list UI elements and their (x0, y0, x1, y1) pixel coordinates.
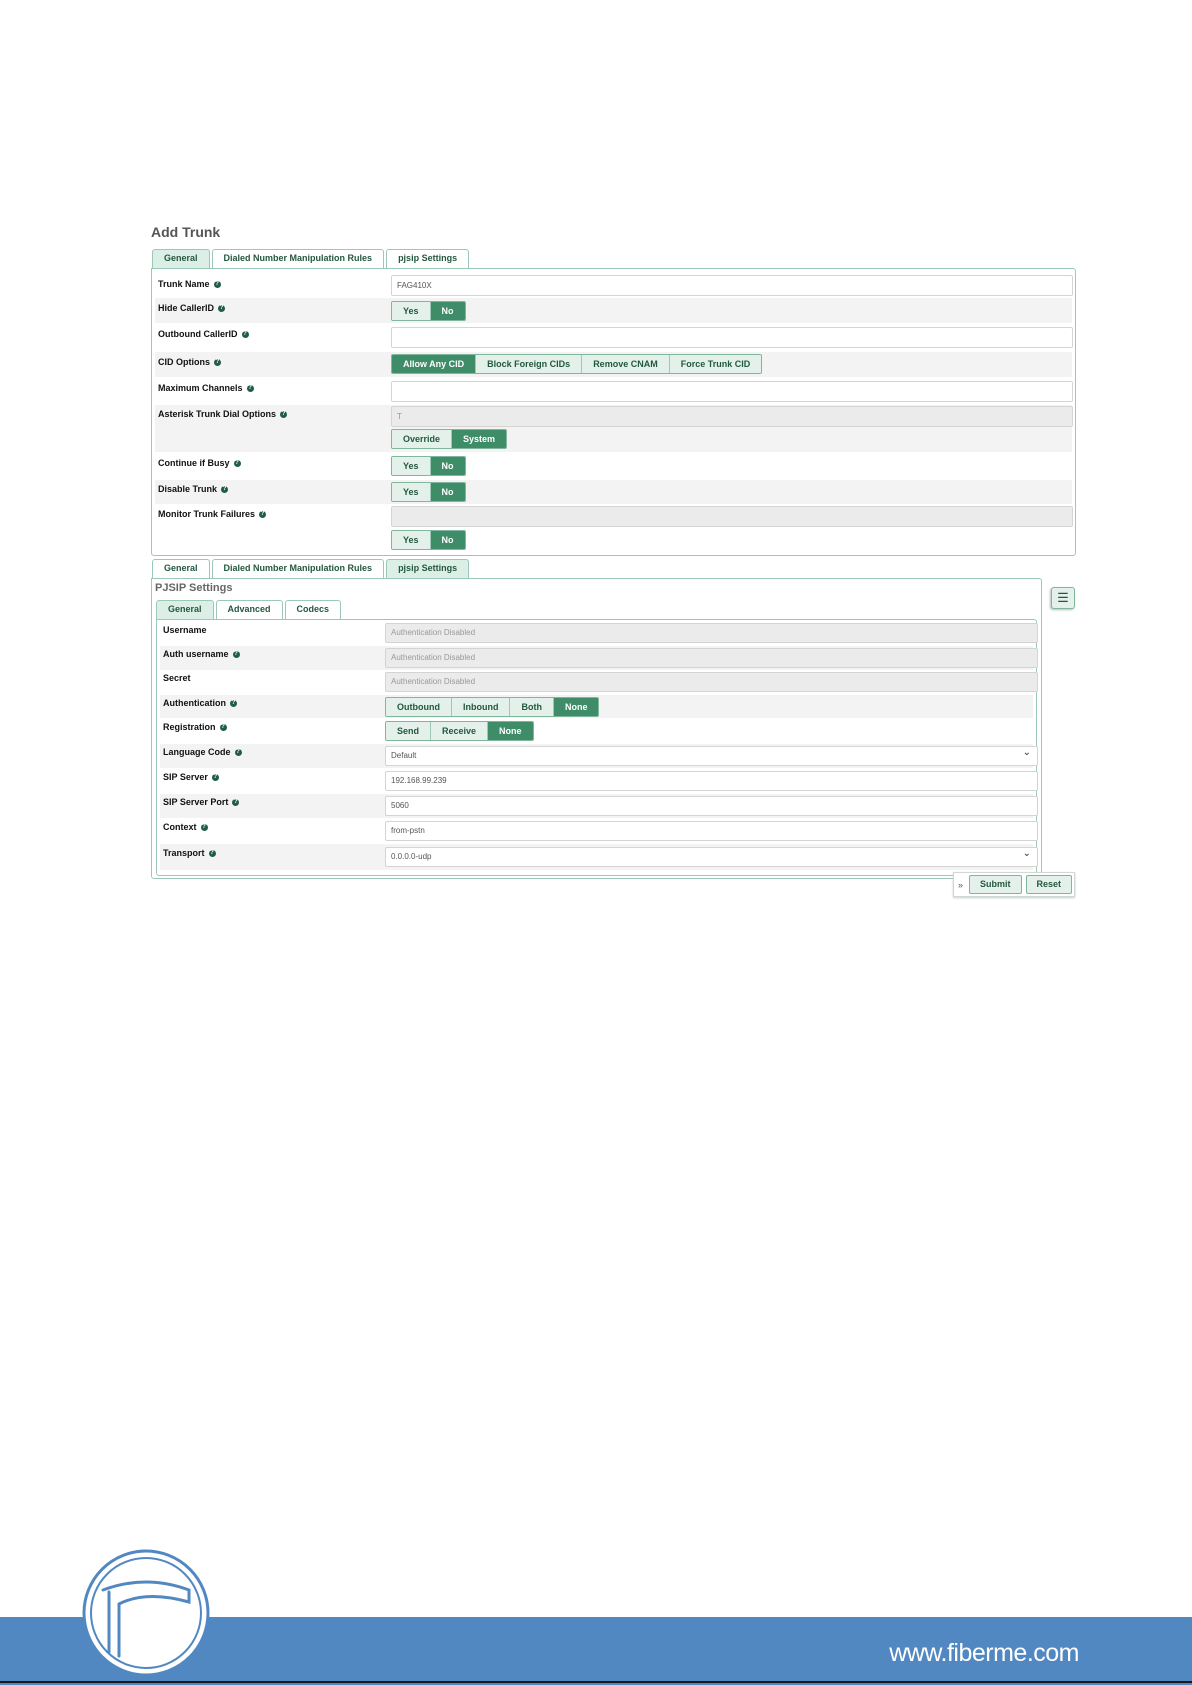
help-icon[interactable]: ? (215, 358, 220, 365)
footer-url: www.fiberme.com (889, 1639, 1079, 1667)
pjsip-panel (151, 578, 1042, 879)
dial-options-system[interactable]: System (452, 430, 506, 448)
help-icon[interactable]: ? (202, 823, 206, 830)
help-icon[interactable]: ? (219, 304, 224, 311)
transport-select[interactable]: 0.0.0.0-udp ⌄ (385, 847, 1038, 867)
authentication-label: Authentication ? (163, 698, 236, 708)
dial-options-row (155, 405, 1072, 452)
help-icon[interactable]: ? (281, 410, 286, 417)
reg-send[interactable]: Send (386, 722, 431, 740)
monitor-failures-no[interactable]: No (431, 531, 465, 549)
auth-username-row (160, 646, 1033, 670)
help-icon[interactable]: ? (243, 330, 247, 337)
sip-server-label: SIP Server ? (163, 772, 218, 782)
help-icon[interactable]: ? (231, 699, 236, 706)
tab-pjsip-settings[interactable]: pjsip Settings (386, 249, 469, 268)
secret-label: Secret (163, 673, 191, 683)
help-icon[interactable]: ? (213, 773, 218, 780)
continue-busy-label: Continue if Busy ? (158, 458, 239, 468)
hide-callerid-yes[interactable]: Yes (392, 302, 431, 320)
pjsip-heading: PJSIP Settings (155, 582, 233, 594)
dial-options-override[interactable]: Override (392, 430, 452, 448)
sip-server-row (160, 769, 1033, 793)
username-label: Username (163, 625, 207, 635)
hide-callerid-row (155, 298, 1072, 323)
trunk-name-input[interactable]: FAG410X (391, 275, 1073, 296)
outbound-callerid-label: Outbound CallerID ? (158, 329, 247, 339)
cid-options-row (155, 352, 1072, 377)
context-label: Context ? (163, 822, 206, 832)
context-input[interactable]: from-pstn (385, 821, 1038, 841)
max-channels-label: Maximum Channels ? (158, 383, 252, 393)
secret-input[interactable]: Authentication Disabled (385, 672, 1038, 692)
auth-both[interactable]: Both (510, 698, 554, 716)
outbound-callerid-input[interactable] (391, 327, 1073, 348)
max-channels-row (155, 379, 1072, 403)
reset-button[interactable]: Reset (1026, 875, 1073, 894)
cid-force-trunk[interactable]: Force Trunk CID (670, 355, 762, 373)
dial-options-input[interactable]: T (391, 406, 1073, 427)
disable-trunk-label: Disable Trunk ? (158, 484, 227, 494)
cid-allow-any[interactable]: Allow Any CID (392, 355, 476, 373)
monitor-failures-row (155, 505, 1072, 553)
subtab-general[interactable]: General (156, 600, 214, 619)
language-code-select[interactable]: Default ⌄ (385, 746, 1038, 766)
help-icon[interactable]: ? (235, 459, 239, 466)
cid-options-toggle (391, 354, 762, 374)
action-bar (953, 872, 1075, 897)
registration-row (160, 719, 1033, 743)
reg-none[interactable]: None (488, 722, 533, 740)
secret-row (160, 670, 1033, 694)
max-channels-input[interactable] (391, 381, 1073, 402)
cid-options-label: CID Options ? (158, 357, 220, 367)
submit-button[interactable]: Submit (969, 875, 1022, 894)
outbound-callerid-row (155, 325, 1072, 349)
disable-trunk-no[interactable]: No (431, 483, 465, 501)
help-icon[interactable]: ? (215, 280, 219, 287)
authentication-row (160, 695, 1033, 718)
dial-options-toggle (391, 429, 507, 449)
pjsip-subtabs (156, 600, 341, 619)
auth-username-input[interactable]: Authentication Disabled (385, 648, 1038, 668)
dial-options-label: Asterisk Trunk Dial Options ? (158, 409, 286, 419)
cid-block-foreign[interactable]: Block Foreign CIDs (476, 355, 582, 373)
help-icon[interactable]: ? (221, 723, 225, 730)
trunk-name-label: Trunk Name ? (158, 279, 219, 289)
top-tabbar (152, 249, 469, 268)
help-icon[interactable]: ? (234, 798, 238, 805)
sip-server-input[interactable]: 192.168.99.239 (385, 771, 1038, 791)
help-icon[interactable]: ? (236, 748, 240, 755)
tab-dialed-number-rules[interactable]: Dialed Number Manipulation Rules (212, 249, 385, 268)
continue-busy-row (155, 453, 1072, 478)
pjsip-tabbar (152, 559, 469, 578)
help-icon[interactable]: ? (210, 849, 214, 856)
disable-trunk-row (155, 480, 1072, 504)
cid-remove-cnam[interactable]: Remove CNAM (582, 355, 670, 373)
pjsip-inner (156, 619, 1037, 876)
username-input[interactable]: Authentication Disabled (385, 623, 1038, 643)
subtab-advanced[interactable]: Advanced (216, 600, 283, 619)
help-icon[interactable]: ? (234, 650, 238, 657)
tab-general-2[interactable]: General (152, 559, 210, 578)
page-title: Add Trunk (151, 224, 221, 240)
auth-none[interactable]: None (554, 698, 599, 716)
help-icon[interactable]: ? (222, 485, 227, 492)
continue-busy-no[interactable]: No (431, 457, 465, 475)
sip-port-row (160, 794, 1033, 818)
help-icon[interactable]: ? (260, 510, 265, 517)
tab-pjsip-settings-2[interactable]: pjsip Settings (386, 559, 469, 578)
hide-callerid-no[interactable]: No (431, 302, 465, 320)
monitor-failures-label: Monitor Trunk Failures ? (158, 509, 265, 519)
context-row (160, 819, 1033, 843)
expand-icon[interactable]: » (958, 879, 964, 890)
tab-general[interactable]: General (152, 249, 210, 268)
subtab-codecs[interactable]: Codecs (285, 600, 342, 619)
continue-busy-yes[interactable]: Yes (392, 457, 431, 475)
language-code-row (160, 744, 1033, 768)
registration-label: Registration ? (163, 722, 225, 732)
hide-callerid-toggle (391, 301, 466, 321)
disable-trunk-toggle (391, 482, 466, 502)
username-row (160, 622, 1033, 645)
monitor-failures-input[interactable] (391, 506, 1073, 527)
reg-receive[interactable]: Receive (431, 722, 488, 740)
language-code-label: Language Code ? (163, 747, 240, 757)
footer-divider (0, 1681, 1192, 1683)
transport-row (160, 844, 1033, 870)
help-icon[interactable]: ? (248, 384, 252, 391)
list-icon[interactable]: ☰ (1051, 587, 1075, 609)
disable-trunk-yes[interactable]: Yes (392, 483, 431, 501)
fiberme-logo (81, 1548, 211, 1678)
tab-dialed-number-rules-2[interactable]: Dialed Number Manipulation Rules (212, 559, 385, 578)
trunk-name-row (155, 273, 1072, 297)
auth-inbound[interactable]: Inbound (452, 698, 511, 716)
sip-port-input[interactable]: 5060 (385, 796, 1038, 816)
auth-username-label: Auth username ? (163, 649, 238, 659)
transport-label: Transport ? (163, 848, 214, 858)
authentication-toggle (385, 697, 599, 717)
hide-callerid-label: Hide CallerID ? (158, 303, 224, 313)
monitor-failures-yes[interactable]: Yes (392, 531, 431, 549)
registration-toggle (385, 721, 534, 741)
continue-busy-toggle (391, 456, 466, 476)
monitor-failures-toggle (391, 530, 466, 550)
general-panel (151, 268, 1076, 556)
sip-port-label: SIP Server Port ? (163, 797, 238, 807)
auth-outbound[interactable]: Outbound (386, 698, 452, 716)
